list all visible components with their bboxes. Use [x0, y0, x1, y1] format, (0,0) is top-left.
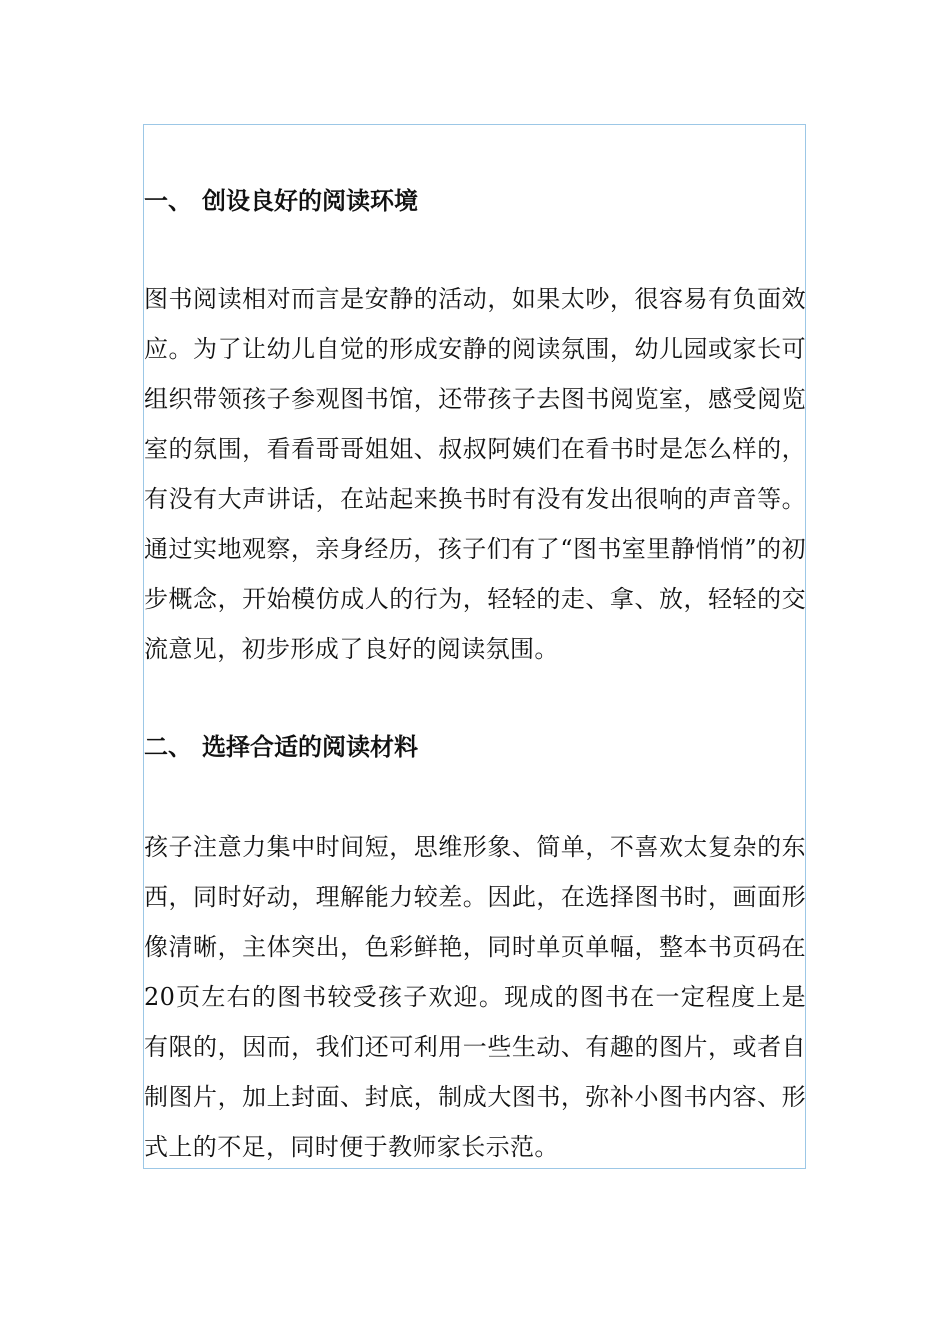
section-2-paragraph: 孩子注意力集中时间短，思维形象、简单，不喜欢太复杂的东西，同时好动，理解能力较差。因此，在选择图书时，画面形像清晰，主体突出，色彩鲜艳，同时单页单幅，整本书页码在20页左右的图书较受孩子欢迎。现成的图书在一定程度上是有限的，因而，我们还可利用一些生动、有趣的图片，或者自制图片，加上封面、封底，制成大图书，弥补小图书内容、形式上的不足，同时便于教师家长示范。	[144, 833, 806, 1161]
section-1-heading	[144, 176, 806, 226]
section-2-title: 选择合适的阅读材料	[202, 732, 418, 761]
document-body	[144, 124, 806, 1172]
section-1-paragraph: 图书阅读相对而言是安静的活动，如果太吵，很容易有负面效应。为了让幼儿自觉的形成安静的阅读氛围，幼儿园或家长可组织带领孩子参观图书馆，还带孩子去图书阅览室，感受阅览室的氛围，看看哥哥姐姐、叔叔阿姨们在看书时是怎么样的，有没有大声讲话，在站起来换书时有没有发出很响的声音等。通过实地观察，亲身经历，孩子们有了“图书室里静悄悄”的初步概念，开始模仿成人的行为，轻轻的走、拿、放，轻轻的交流意见，初步形成了良好的阅读氛围。	[144, 285, 806, 663]
section-2-number: 二、	[144, 732, 192, 761]
section-1-title: 创设良好的阅读环境	[202, 186, 418, 215]
section-2-heading	[144, 722, 806, 772]
section-1-number: 一、	[144, 186, 192, 215]
